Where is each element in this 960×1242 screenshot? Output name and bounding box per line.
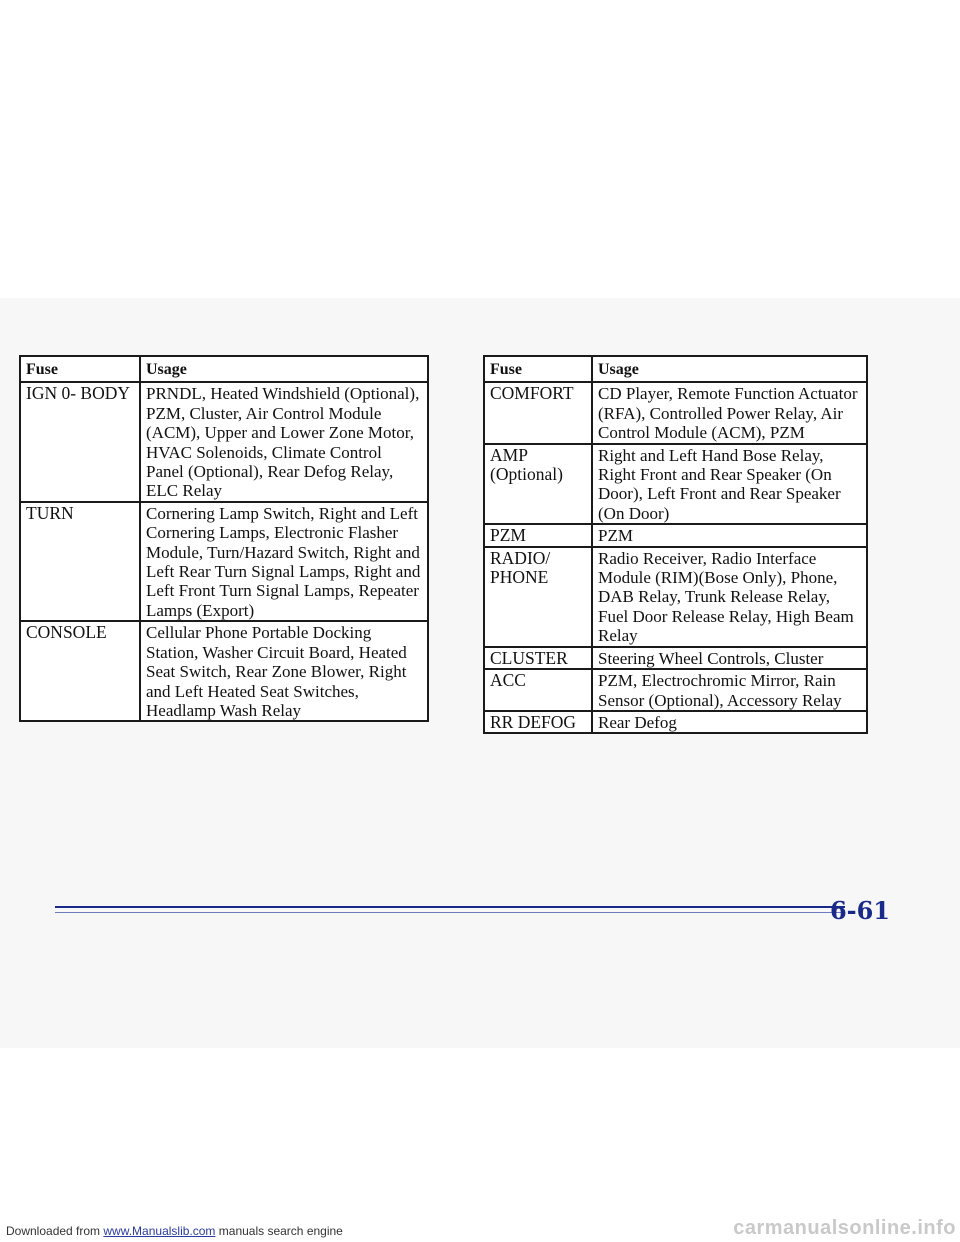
- fuse-table-left: [19, 355, 429, 722]
- fuse-usage: Cellular Phone Portable Docking Station, Washer Circuit Board, Heated Seat Switch, Rear Zone Blower, Right and Left Heated Seat Switches, Headlamp Wash Relay: [140, 621, 428, 721]
- fuse-usage: CD Player, Remote Function Actuator (RFA), Controlled Power Relay, Air Control Module (ACM), PZM: [592, 382, 867, 443]
- fuse-name: COMFORT: [484, 382, 592, 443]
- fuse-name: IGN 0- BODY: [20, 382, 140, 501]
- fuse-usage: Rear Defog: [592, 711, 867, 733]
- fuse-name: AMP (Optional): [484, 444, 592, 525]
- table-row: [20, 502, 428, 621]
- fuse-usage: PRNDL, Heated Windshield (Optional), PZM, Cluster, Air Control Module (ACM), Upper and Lower Zone Motor, HVAC Solenoids, Climate Control Panel (Optional), Rear Defog Relay, ELC Relay: [140, 382, 428, 501]
- table-row: [484, 547, 867, 647]
- table-row: [484, 524, 867, 546]
- header-usage: Usage: [140, 356, 428, 382]
- page-number: 6-61: [829, 896, 890, 925]
- footer-prefix: Downloaded from: [6, 1224, 104, 1238]
- table-header-row: [484, 356, 867, 382]
- fuse-name: RADIO/ PHONE: [484, 547, 592, 647]
- fuse-name: RR DEFOG: [484, 711, 592, 733]
- footer-rule-dark: [55, 906, 845, 908]
- fuse-name: ACC: [484, 669, 592, 711]
- table-header-row: [20, 356, 428, 382]
- fuse-name: CLUSTER: [484, 647, 592, 669]
- fuse-usage: Cornering Lamp Switch, Right and Left Cornering Lamps, Electronic Flasher Module, Turn/Hazard Switch, Right and Left Rear Turn Signal Lamps, Right and Left Front Turn Signal Lamps, Repeater Lamps (Export): [140, 502, 428, 621]
- download-footer: [6, 1224, 343, 1238]
- table-row: [20, 621, 428, 721]
- table-row: [484, 647, 867, 669]
- fuse-name: TURN: [20, 502, 140, 621]
- fuse-usage: PZM: [592, 524, 867, 546]
- header-usage: Usage: [592, 356, 867, 382]
- footer-rule-light: [55, 912, 845, 913]
- fuse-usage: Right and Left Hand Bose Relay, Right Front and Rear Speaker (On Door), Left Front and Rear Speaker (On Door): [592, 444, 867, 525]
- watermark: carmanualsonline.info: [733, 1217, 956, 1239]
- table-row: [484, 382, 867, 443]
- footer-suffix: manuals search engine: [215, 1224, 343, 1238]
- fuse-usage: Steering Wheel Controls, Cluster: [592, 647, 867, 669]
- header-fuse: Fuse: [484, 356, 592, 382]
- manualslib-link[interactable]: www.Manualslib.com: [103, 1224, 216, 1238]
- fuse-name: CONSOLE: [20, 621, 140, 721]
- table-row: [484, 444, 867, 525]
- table-row: [20, 382, 428, 501]
- fuse-table-right: [483, 355, 868, 734]
- header-fuse: Fuse: [20, 356, 140, 382]
- table-row: [484, 711, 867, 733]
- fuse-usage: PZM, Electrochromic Mirror, Rain Sensor (Optional), Accessory Relay: [592, 669, 867, 711]
- fuse-name: PZM: [484, 524, 592, 546]
- fuse-usage: Radio Receiver, Radio Interface Module (RIM)(Bose Only), Phone, DAB Relay, Trunk Release Relay, Fuel Door Release Relay, High Beam Relay: [592, 547, 867, 647]
- table-row: [484, 669, 867, 711]
